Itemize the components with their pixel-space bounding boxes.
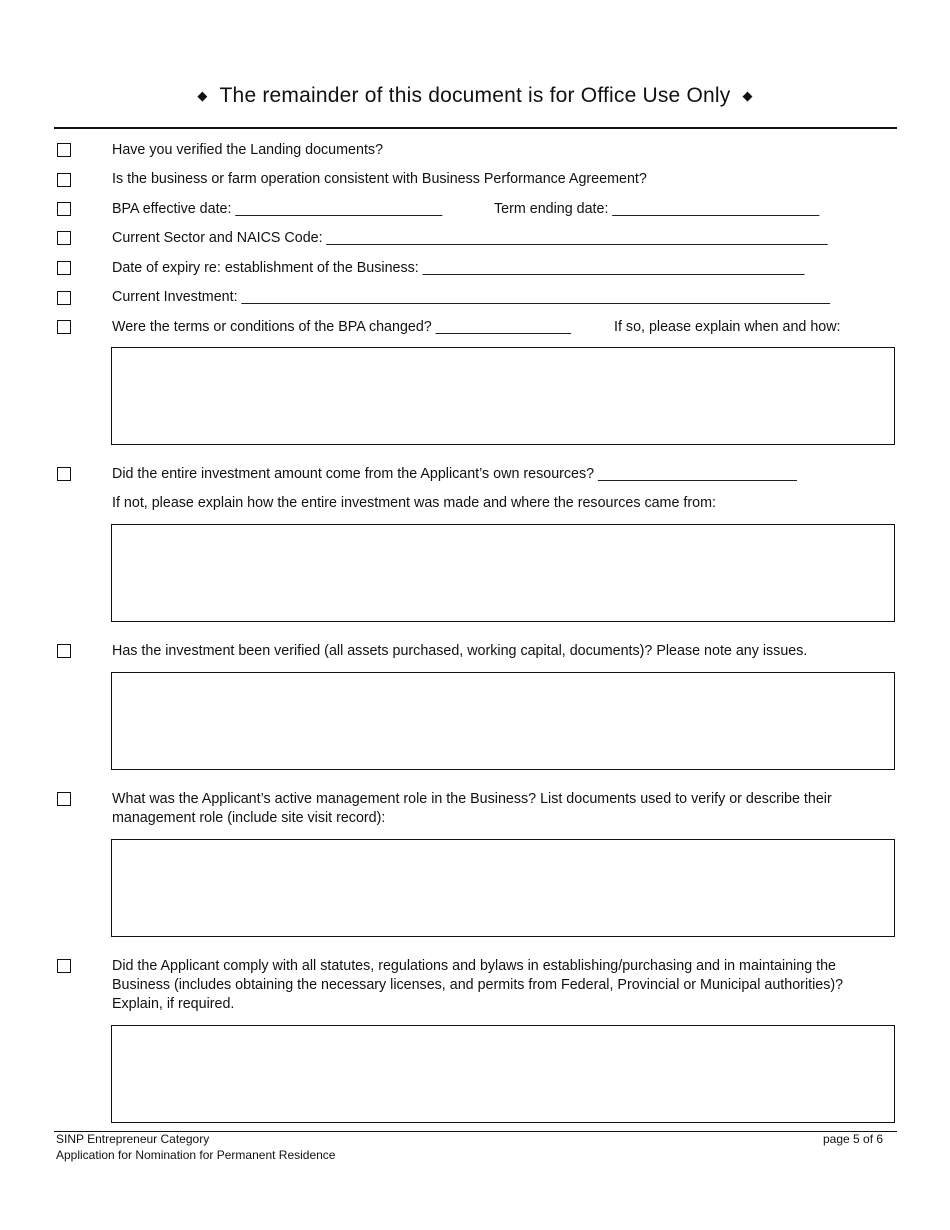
checkbox-compliance[interactable] xyxy=(57,959,71,973)
management-role-notes-box[interactable] xyxy=(111,839,895,937)
page-number: page 5 of 6 xyxy=(823,1132,884,1146)
checkbox-bpa-changed[interactable] xyxy=(57,320,71,334)
footer-category: SINP Entrepreneur Category xyxy=(56,1132,210,1146)
checkbox-landing-documents[interactable] xyxy=(57,143,71,157)
bpa-effective-date-field[interactable]: BPA effective date: __________________________ xyxy=(112,201,443,217)
date-of-expiry-field[interactable]: Date of expiry re: establishment of the Business: ________________________________________________ xyxy=(112,260,805,276)
current-investment-field[interactable]: Current Investment: __________________________________________________________________________ xyxy=(112,289,830,305)
bpa-changed-field[interactable]: Were the terms or conditions of the BPA changed? _________________ xyxy=(112,319,571,335)
footer-application-title: Application for Nomination for Permanent Residence xyxy=(56,1148,336,1162)
checkbox-current-investment[interactable] xyxy=(57,291,71,305)
question-management-role: What was the Applicant’s active management role in the Business? List documents used to verify or describe their management role (include site visit record): xyxy=(112,791,832,826)
checkbox-investment-verified[interactable] xyxy=(57,644,71,658)
diamond-right-icon: ◆ xyxy=(742,88,753,104)
checkbox-bpa-dates[interactable] xyxy=(57,202,71,216)
question-landing-documents: Have you verified the Landing documents? xyxy=(112,142,384,158)
title-text: The remainder of this document is for Office Use Only xyxy=(219,84,731,107)
question-compliance: Did the Applicant comply with all statutes, regulations and bylaws in establishing/purchasing and in maintaining the Business (includes obtaining the necessary licenses, and permits from Federal, Provincial or Municipal authorities)? Explain, if required. xyxy=(112,958,844,1012)
term-ending-date-field[interactable]: Term ending date: __________________________ xyxy=(494,201,820,217)
page-title xyxy=(0,84,950,108)
investment-source-field[interactable]: Did the entire investment amount come from the Applicant’s own resources? _________________________ xyxy=(112,466,797,482)
investment-source-explain-label: If not, please explain how the entire investment was made and where the resources came from: xyxy=(112,495,716,511)
checkbox-sector-naics[interactable] xyxy=(57,231,71,245)
question-investment-verified: Has the investment been verified (all assets purchased, working capital, documents)? Please note any issues. xyxy=(112,643,808,659)
checkbox-investment-source[interactable] xyxy=(57,467,71,481)
compliance-notes-box[interactable] xyxy=(111,1025,895,1123)
diamond-left-icon: ◆ xyxy=(197,88,208,104)
question-business-consistent: Is the business or farm operation consistent with Business Performance Agreement? xyxy=(112,171,647,187)
checkbox-management-role[interactable] xyxy=(57,792,71,806)
bpa-changed-explanation-box[interactable] xyxy=(111,347,895,445)
investment-verified-notes-box[interactable] xyxy=(111,672,895,770)
bpa-changed-explain-label: If so, please explain when and how: xyxy=(614,319,841,335)
sector-naics-field[interactable]: Current Sector and NAICS Code: _______________________________________________________________ xyxy=(112,230,828,246)
checkbox-date-of-expiry[interactable] xyxy=(57,261,71,275)
investment-source-explanation-box[interactable] xyxy=(111,524,895,622)
checkbox-business-consistent[interactable] xyxy=(57,173,71,187)
header-rule xyxy=(54,127,897,129)
